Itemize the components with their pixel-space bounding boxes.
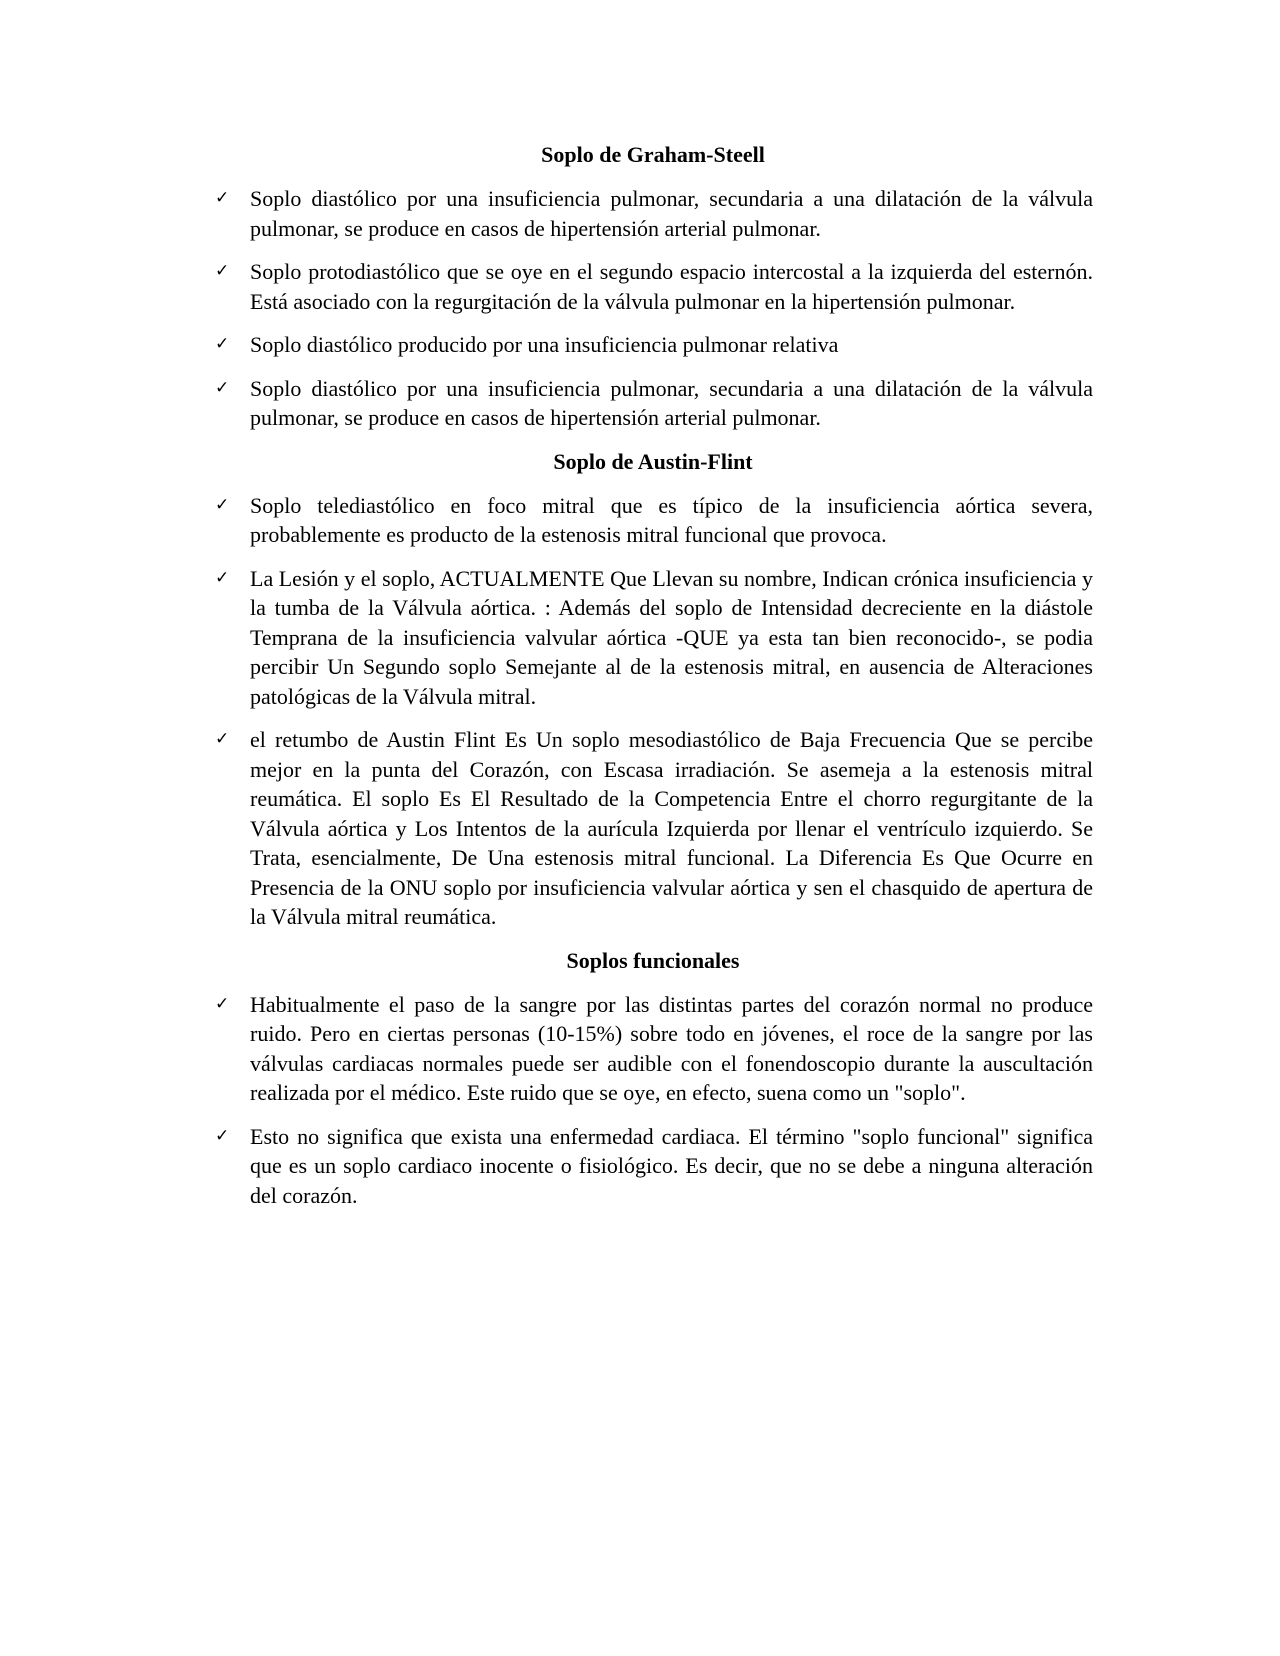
list-item [213, 184, 1093, 243]
list-item-text: Soplo diastólico por una insuficiencia pulmonar, secundaria a una dilatación de la válvula pulmonar, se produce en casos de hipertensión arterial pulmonar. [250, 186, 1093, 241]
list-item-text: Soplo protodiastólico que se oye en el segundo espacio intercostal a la izquierda del esternón. Está asociado con la regurgitación de la válvula pulmonar en la hipertensión pulmonar. [250, 259, 1093, 314]
checkmark-icon: ✓ [215, 377, 230, 398]
section-title-austin-flint: Soplo de Austin-Flint [553, 448, 753, 474]
list-item [213, 491, 1093, 550]
bullet-list-soplos-funcionales [213, 990, 1093, 1211]
bullet-list-austin-flint [213, 491, 1093, 932]
bullet-list-graham-steell [213, 184, 1093, 433]
checkmark-icon: ✓ [215, 993, 230, 1014]
section-title-soplos-funcionales: Soplos funcionales [566, 947, 740, 973]
list-item-text: el retumbo de Austin Flint Es Un soplo mesodiastólico de Baja Frecuencia Que se percibe mejor en la punta del Corazón, con Escasa irradiación. Se asemeja a la estenosis mitral reumática. El soplo Es El Resultado de la Competencia Entre el chorro regurgitante de la Válvula aórtica y Los Intentos de la aurícula Izquierda por llenar el ventrículo izquierdo. Se Trata, esencialmente, De Una estenosis mitral funcional. La Diferencia Es Que Ocurre en Presencia de la ONU soplo por insuficiencia valvular aórtica y sen el chasquido de apertura de la Válvula mitral reumática. [250, 727, 1093, 929]
list-item [213, 374, 1093, 433]
document-body [213, 140, 1093, 1224]
list-item [213, 1122, 1093, 1211]
list-item [213, 330, 1093, 360]
list-item-text: La Lesión y el soplo, ACTUALMENTE Que Llevan su nombre, Indican crónica insuficiencia y la tumba de la Válvula aórtica. : Además del soplo de Intensidad decreciente en la diástole Temprana de la insuficiencia valvular aórtica -QUE ya esta tan bien reconocido-, se podia percibir Un Segundo soplo Semejante al de la estenosis mitral, en ausencia de Alteraciones patológicas de la Válvula mitral. [250, 565, 1093, 709]
list-item-text: Esto no significa que exista una enfermedad cardiaca. El término "soplo funcional" significa que es un soplo cardiaco inocente o fisiológico. Es decir, que no se debe a ninguna alteración del corazón. [250, 1123, 1093, 1208]
checkmark-icon: ✓ [215, 261, 230, 281]
checkmark-icon: ✓ [215, 567, 230, 588]
list-item [213, 564, 1093, 712]
checkmark-icon: ✓ [215, 334, 230, 354]
list-item [213, 725, 1093, 932]
list-item-text: Soplo telediastólico en foco mitral que es típico de la insuficiencia aórtica severa, probablemente es producto de la estenosis mitral funcional que provoca. [250, 492, 1093, 547]
section-title-graham-steell: Soplo de Graham-Steell [541, 142, 765, 167]
list-item-text: Habitualmente el paso de la sangre por las distintas partes del corazón normal no produce ruido. Pero en ciertas personas (10-15%) sobre todo en jóvenes, el roce de la sangre por las válvulas cardiacas normales puede ser audible con el fonendoscopio durante la auscultación realizada por el médico. Este ruido que se oye, en efecto, suena como un "soplo". [250, 991, 1093, 1105]
list-item [213, 257, 1093, 316]
checkmark-icon: ✓ [215, 729, 230, 749]
list-item-text: Soplo diastólico producido por una insuficiencia pulmonar relativa [250, 332, 839, 357]
checkmark-icon: ✓ [215, 494, 230, 515]
checkmark-icon: ✓ [215, 188, 230, 208]
list-item [213, 990, 1093, 1108]
list-item-text: Soplo diastólico por una insuficiencia pulmonar, secundaria a una dilatación de la válvula pulmonar, se produce en casos de hipertensión arterial pulmonar. [250, 375, 1093, 430]
checkmark-icon: ✓ [215, 1125, 230, 1146]
